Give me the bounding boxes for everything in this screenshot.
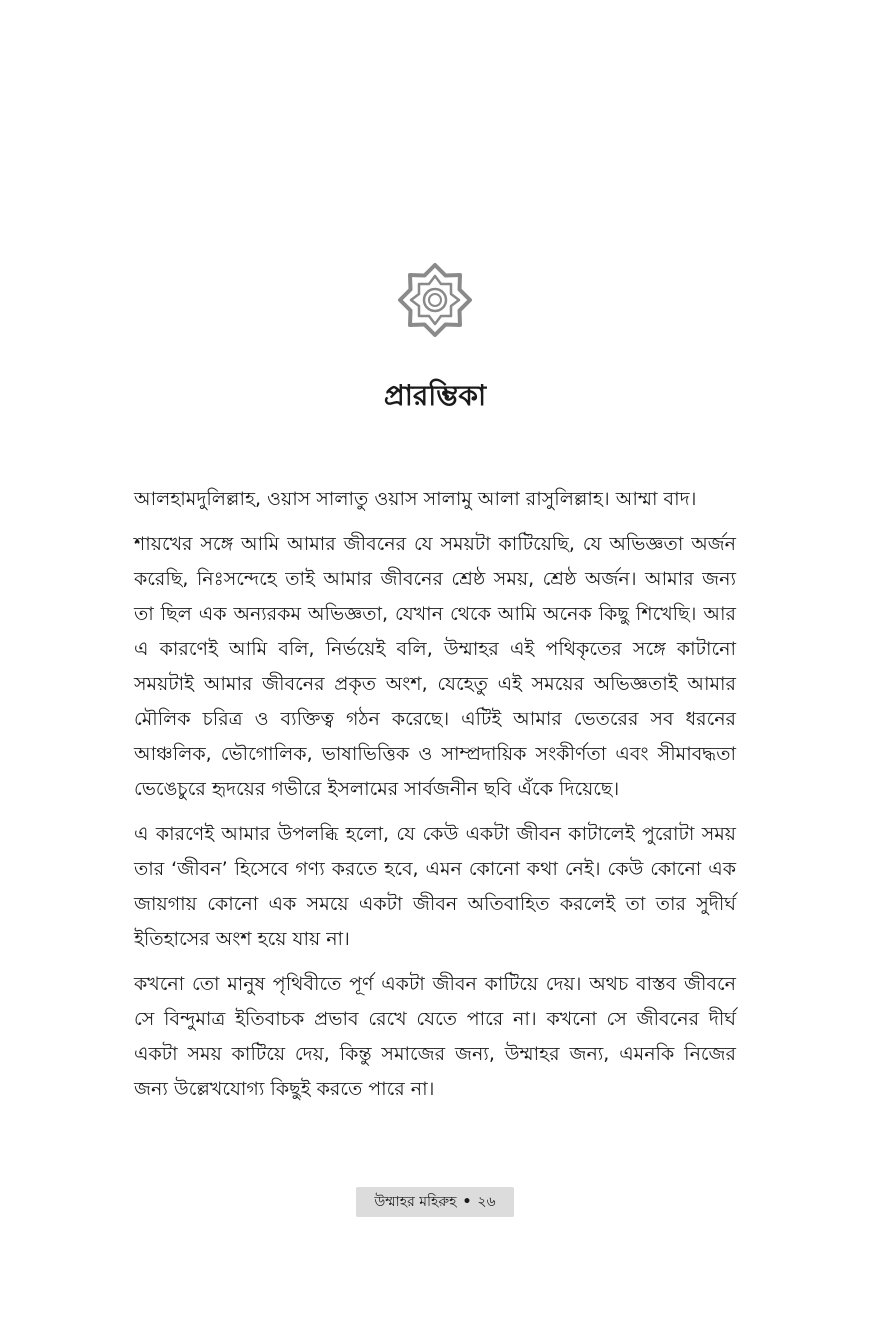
body-text [134, 482, 736, 1117]
page-footer [356, 1187, 514, 1217]
footer-book-title: উম্মাহর মহিরুহ [374, 1194, 457, 1210]
page-number: ২৬ [477, 1194, 496, 1210]
chapter-title: প্রারম্ভিকা [383, 379, 487, 412]
octagram-ornament-icon [397, 262, 473, 338]
paragraph: এ কারণেই আমার উপলব্ধি হলো, যে কেউ একটা জীবন কাটালেই পুরোটা সময় তার ‘জীবন’ হিসেবে গণ্য করতে হবে, এমন কোনো কথা নেই। কেউ কোনো এক জায়গায় কোনো এক সময়ে একটা জীবন অতিবাহিত করলেই তা তার সুদীর্ঘ ইতিহাসের অংশ হয়ে যায় না। [134, 823, 736, 950]
footer-separator: • [462, 1194, 472, 1210]
paragraph: কখনো তো মানুষ পৃথিবীতে পূর্ণ একটা জীবন কাটিয়ে দেয়। অথচ বাস্তব জীবনে সে বিন্দুমাত্র ইতিবাচক প্রভাব রেখে যেতে পারে না। কখনো সে জীবনের দীর্ঘ একটা সময় কাটিয়ে দেয়, কিন্তু সমাজের জন্য, উম্মাহর জন্য, এমনকি নিজের জন্য উল্লেখযোগ্য কিছুই করতে পারে না। [134, 973, 736, 1100]
paragraph: আলহামদুলিল্লাহ, ওয়াস সালাতু ওয়াস সালামু আলা রাসুলিল্লাহ। আম্মা বাদ। [134, 488, 697, 510]
paragraph: শায়খের সঙ্গে আমি আমার জীবনের যে সময়টা কাটিয়েছি, যে অভিজ্ঞতা অর্জন করেছি, নিঃসন্দেহে তাই আমার জীবনের শ্রেষ্ঠ সময়, শ্রেষ্ঠ অর্জন। আমার জন্য তা ছিল এক অন্যরকম অভিজ্ঞতা, যেখান থেকে আমি অনেক কিছু শিখেছি। আর এ কারণেই আমি বলি, নির্ভয়েই বলি, উম্মাহর এই পথিকৃতের সঙ্গে কাটানো সময়টাই আমার জীবনের প্রকৃত অংশ, যেহেতু এই সময়ের অভিজ্ঞতাই আমার মৌলিক চরিত্র ও ব্যক্তিত্ব গঠন করেছে। এটিই আমার ভেতরের সব ধরনের আঞ্চলিক, ভৌগোলিক, ভাষাভিত্তিক ও সাম্প্রদায়িক সংকীর্ণতা এবং সীমাবদ্ধতা ভেঙেচুরে হৃদয়ের গভীরে ইসলামের সার্বজনীন ছবি এঁকে দিয়েছে। [134, 533, 736, 800]
